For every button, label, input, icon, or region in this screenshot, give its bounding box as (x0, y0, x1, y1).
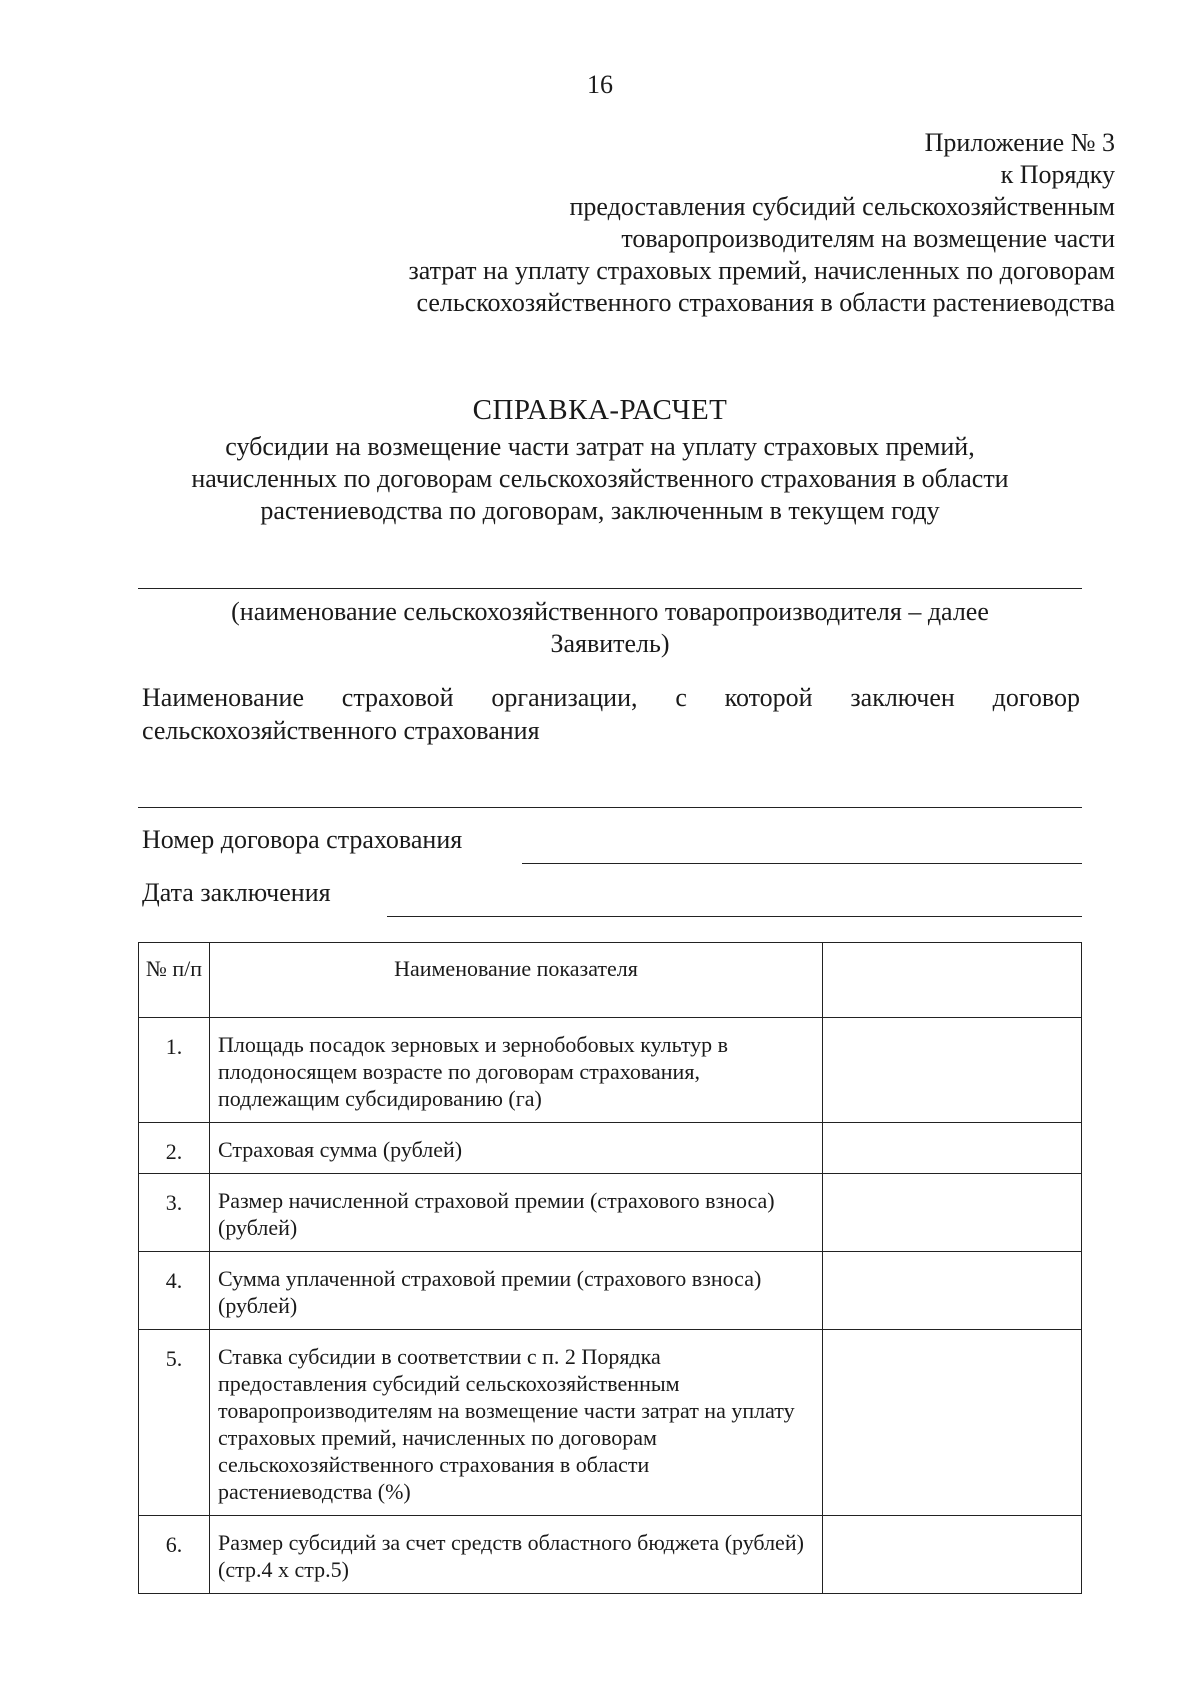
document-title: СПРАВКА-РАСЧЕТ (472, 394, 728, 426)
row-num: 6. (139, 1516, 210, 1594)
table-row (139, 1018, 1082, 1123)
row-value-cell[interactable] (823, 1330, 1082, 1516)
row-name: Ставка субсидии в соответствии с п. 2 Порядка предоставления субсидий сельскохозяйственным товаропроизводителям на возмещение части затрат на уплату страховых премий, начисленных по договорам сельскохозяйственного страхования в области растениеводства (%) (210, 1330, 823, 1516)
title-block (0, 393, 1200, 527)
caption-line: Заявитель) (550, 629, 670, 658)
insurer-word: заключен (850, 683, 955, 712)
header-value (823, 943, 1082, 1018)
insurer-label-line-2: сельскохозяйственного страхования (142, 716, 540, 745)
row-num: 4. (139, 1252, 210, 1330)
row-value-cell[interactable] (823, 1123, 1082, 1174)
subtitle-line: начисленных по договорам сельскохозяйственного страхования в области (191, 464, 1009, 493)
insurer-word: страховой (341, 683, 454, 712)
row-name: Сумма уплаченной страховой премии (страхового взноса) (рублей) (210, 1252, 823, 1330)
contract-date-label: Дата заключения (142, 878, 331, 907)
insurer-word: организации, (491, 683, 638, 712)
insurer-label-line-1 (142, 681, 1080, 714)
row-num: 5. (139, 1330, 210, 1516)
row-num: 3. (139, 1174, 210, 1252)
contract-number-label: Номер договора страхования (142, 825, 463, 854)
insurer-word: Наименование (142, 683, 304, 712)
row-name: Размер начисленной страховой премии (страхового взноса) (рублей) (210, 1174, 823, 1252)
applicant-name-line[interactable] (138, 588, 1082, 589)
appendix-line: к Порядку (1000, 160, 1115, 189)
header-name: Наименование показателя (210, 943, 823, 1018)
insurer-label (142, 681, 1080, 747)
row-value-cell[interactable] (823, 1516, 1082, 1594)
appendix-line: предоставления субсидий сельскохозяйственным (569, 192, 1115, 221)
contract-date-line[interactable] (387, 916, 1082, 917)
subtitle-line: растениеводства по договорам, заключенным в текущем году (260, 496, 940, 525)
appendix-line: товаропроизводителям на возмещение части (621, 224, 1115, 253)
table-header-row (139, 943, 1082, 1018)
calculation-table (138, 942, 1082, 1594)
appendix-line: затрат на уплату страховых премий, начисленных по договорам (408, 256, 1115, 285)
row-value-cell[interactable] (823, 1018, 1082, 1123)
table-row (139, 1174, 1082, 1252)
insurer-word: с (675, 683, 687, 712)
insurer-word: договор (992, 683, 1080, 712)
page-number: 16 (587, 70, 613, 99)
row-num: 1. (139, 1018, 210, 1123)
appendix-line: Приложение № 3 (924, 128, 1115, 157)
table-row (139, 1123, 1082, 1174)
row-name: Страховая сумма (рублей) (210, 1123, 823, 1174)
table-row (139, 1516, 1082, 1594)
insurer-word: которой (724, 683, 813, 712)
row-name: Площадь посадок зерновых и зернобобовых культур в плодоносящем возрасте по договорам страхования, подлежащим субсидированию (га) (210, 1018, 823, 1123)
row-name: Размер субсидий за счет средств областного бюджета (рублей) (стр.4 х стр.5) (210, 1516, 823, 1594)
appendix-line: сельскохозяйственного страхования в области растениеводства (416, 288, 1115, 317)
applicant-caption (140, 596, 1080, 660)
contract-number-line[interactable] (522, 863, 1082, 864)
subtitle-line: субсидии на возмещение части затрат на уплату страховых премий, (225, 432, 975, 461)
caption-line: (наименование сельскохозяйственного товаропроизводителя – далее (231, 597, 989, 626)
appendix-header (408, 127, 1115, 319)
table-row (139, 1252, 1082, 1330)
document-subtitle (0, 431, 1200, 527)
row-num: 2. (139, 1123, 210, 1174)
table-row (139, 1330, 1082, 1516)
insurer-name-line[interactable] (138, 807, 1082, 808)
row-value-cell[interactable] (823, 1174, 1082, 1252)
header-num: № п/п (139, 943, 210, 1018)
row-value-cell[interactable] (823, 1252, 1082, 1330)
